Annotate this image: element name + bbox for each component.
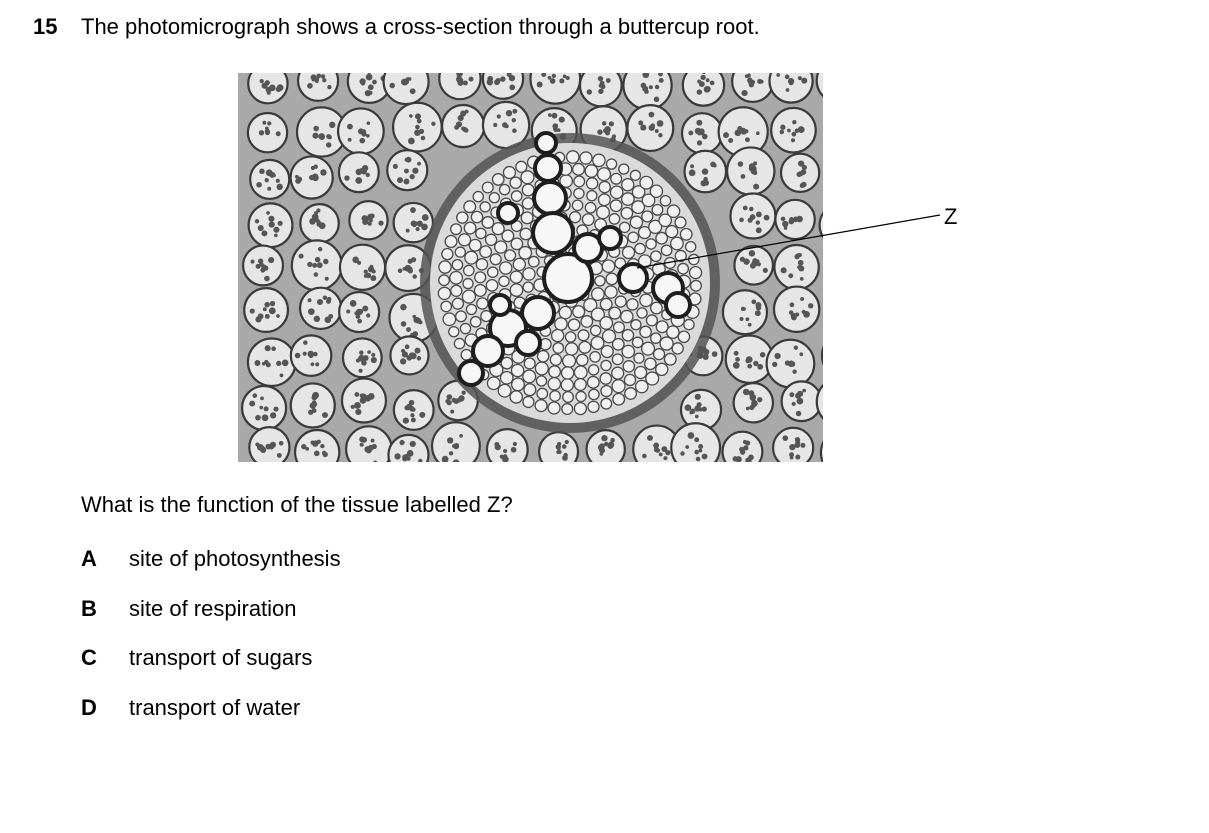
option-text: site of photosynthesis bbox=[129, 546, 341, 571]
option-letter: A bbox=[81, 546, 97, 571]
option-d[interactable] bbox=[81, 695, 300, 721]
option-letter: D bbox=[81, 695, 97, 720]
root-cross-section-photomicrograph bbox=[238, 73, 823, 462]
option-a[interactable] bbox=[81, 546, 341, 572]
option-c[interactable] bbox=[81, 645, 312, 671]
option-letter: C bbox=[81, 645, 97, 670]
question-number: 15 bbox=[33, 14, 58, 39]
option-text: transport of water bbox=[129, 695, 301, 720]
option-b[interactable] bbox=[81, 596, 297, 622]
option-text: transport of sugars bbox=[129, 645, 313, 670]
question-prompt: What is the function of the tissue labelled Z? bbox=[81, 492, 513, 517]
label-z: Z bbox=[944, 204, 958, 229]
option-letter: B bbox=[81, 596, 97, 621]
question-stem: The photomicrograph shows a cross-section through a buttercup root. bbox=[81, 14, 760, 39]
option-text: site of respiration bbox=[129, 596, 297, 621]
